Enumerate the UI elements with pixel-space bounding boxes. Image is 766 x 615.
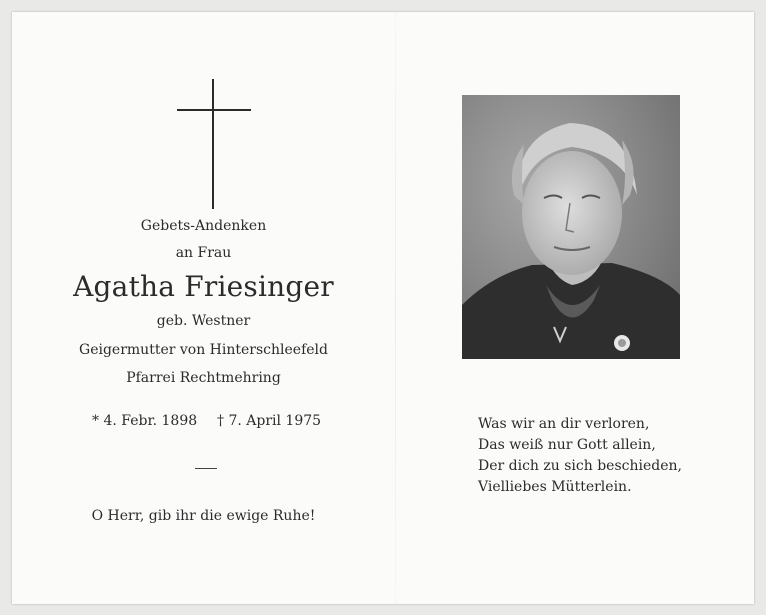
poem-line: Was wir an dir verloren, — [478, 416, 650, 432]
cross-icon — [177, 79, 251, 209]
parish: Pfarrei Rechtmehring — [126, 370, 281, 386]
death-date: † 7. April 1975 — [217, 413, 322, 429]
title-line: Geigermutter von Hinterschleefeld — [79, 342, 328, 358]
memorial-card — [12, 12, 754, 604]
poem-line: Das weiß nur Gott allein, — [478, 437, 656, 453]
poem — [478, 414, 682, 498]
card-fold — [395, 12, 396, 604]
heading: Gebets-Andenken — [140, 218, 267, 234]
prayer: O Herr, gib ihr die ewige Ruhe! — [91, 508, 316, 524]
poem-line: Der dich zu sich beschieden, — [478, 458, 682, 474]
born-name: geb. Westner — [156, 313, 251, 329]
portrait-photo — [462, 95, 680, 359]
deceased-name: Agatha Friesinger — [73, 270, 334, 303]
poem-line: Vielliebes Mütterlein. — [478, 479, 632, 495]
birth-date: * 4. Febr. 1898 — [92, 413, 198, 429]
divider — [195, 468, 217, 469]
left-panel — [12, 12, 395, 604]
an-frau: an Frau — [175, 245, 232, 261]
